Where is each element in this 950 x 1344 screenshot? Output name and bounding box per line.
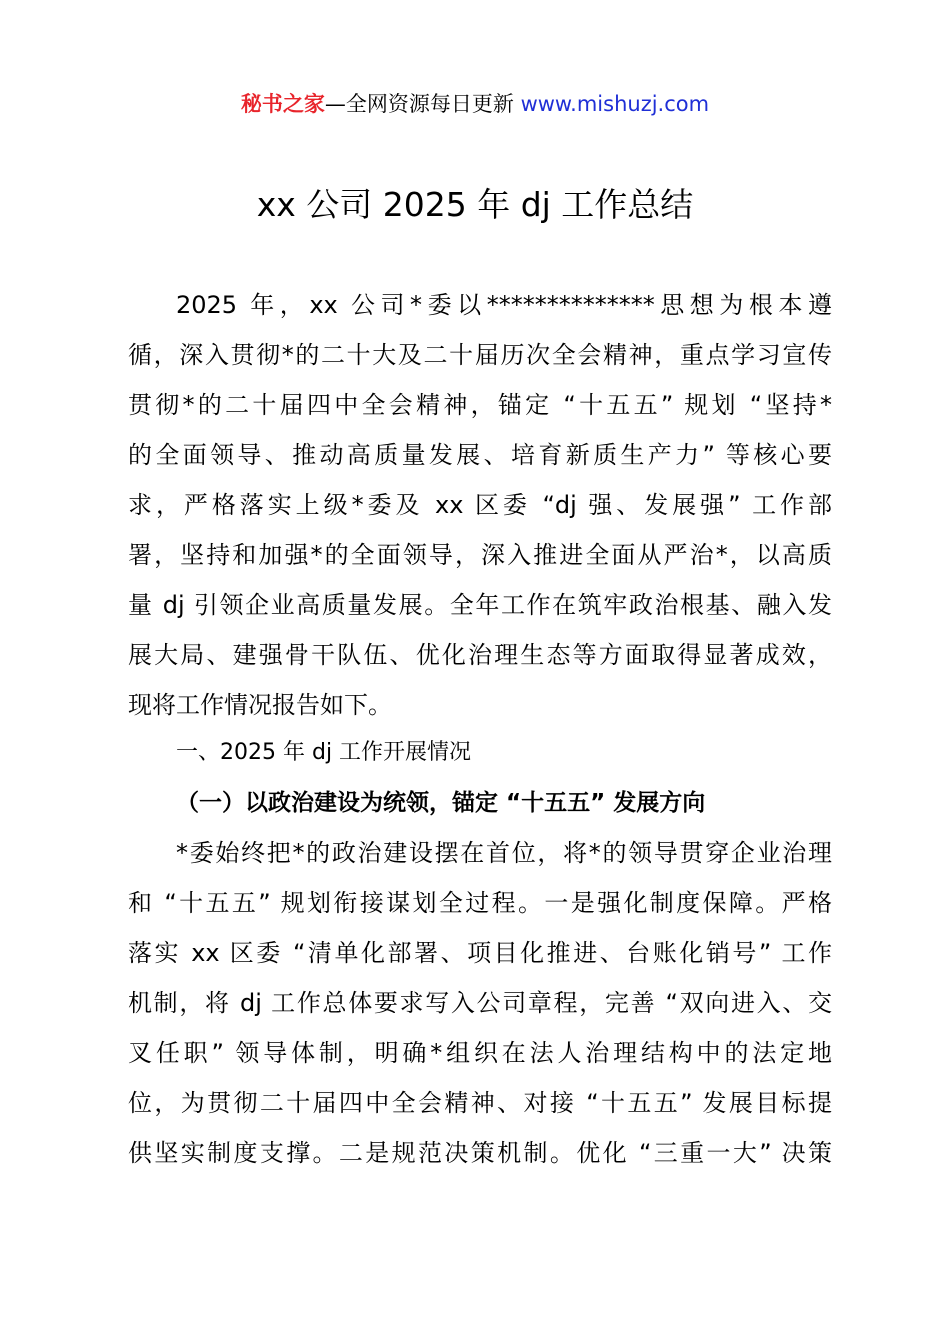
site-url-link[interactable]: www.mishuzj.com — [520, 92, 710, 116]
section-body-paragraph — [128, 828, 832, 1178]
paragraph-line: 循，深入贯彻*的二十大及二十届历次全会精神，重点学习宣传 — [128, 341, 832, 369]
paragraph-line: 署，坚持和加强*的全面领导，深入推进全面从严治*，以高质 — [128, 541, 832, 569]
paragraph-line: 落实 xx 区委 “清单化部署、项目化推进、台账化销号” 工作 — [128, 939, 832, 967]
document-title: xx 公司 2025 年 dj 工作总结 — [256, 185, 694, 224]
paragraph-line: 量 dj 引领企业高质量发展。全年工作在筑牢政治根基、融入发 — [128, 591, 832, 619]
site-header — [0, 86, 950, 122]
paragraph-line: 叉任职” 领导体制，明确*组织在法人治理结构中的法定地 — [128, 1039, 832, 1067]
brand-name: 秘书之家 — [240, 92, 325, 116]
paragraph-line: 2025 年，xx 公司*委以**************思想为根本遵 — [176, 291, 832, 319]
paragraph-line: 现将工作情况报告如下。 — [128, 691, 392, 719]
header-tagline: —全网资源每日更新 — [324, 92, 521, 116]
section-heading: 一、2025 年 dj 工作开展情况 — [176, 740, 472, 765]
subsection-heading: （一）以政治建设为统领，锚定 “十五五” 发展方向 — [176, 790, 706, 816]
paragraph-line: 的全面领导、推动高质量发展、培育新质生产力” 等核心要 — [128, 441, 832, 469]
paragraph-line: 展大局、建强骨干队伍、优化治理生态等方面取得显著成效， — [128, 641, 832, 669]
paragraph-line: 贯彻*的二十届四中全会精神，锚定 “十五五” 规划 “坚持* — [128, 391, 832, 419]
paragraph-line: 求，严格落实上级*委及 xx 区委 “dj 强、发展强” 工作部 — [128, 491, 832, 519]
paragraph-line: 和 “十五五” 规划衔接谋划全过程。一是强化制度保障。严格 — [128, 889, 832, 917]
paragraph-line: 供坚实制度支撑。二是规范决策机制。优化 “三重一大” 决策 — [128, 1139, 832, 1167]
intro-paragraph — [128, 280, 832, 730]
paragraph-line: *委始终把*的政治建设摆在首位，将*的领导贯穿企业治理 — [176, 839, 832, 867]
paragraph-line: 机制，将 dj 工作总体要求写入公司章程，完善 “双向进入、交 — [128, 989, 832, 1017]
paragraph-line: 位，为贯彻二十届四中全会精神、对接 “十五五” 发展目标提 — [128, 1089, 832, 1117]
